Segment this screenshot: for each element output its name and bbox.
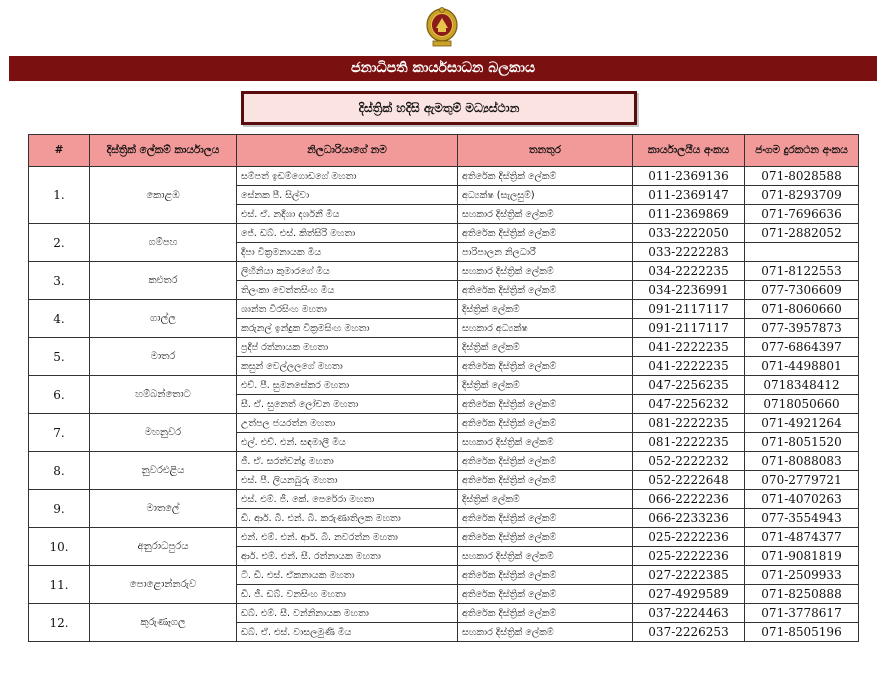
office-number: 091-2117117 xyxy=(633,300,745,319)
row-number: 12. xyxy=(29,604,90,642)
district-name: මාතලේ xyxy=(90,490,237,528)
officer-position: අතිරේක දිස්ත්‍රික් ලේකම් xyxy=(458,452,633,471)
mobile-number: 071-4498801 xyxy=(745,357,859,376)
mobile-number: 071-8505196 xyxy=(745,623,859,642)
col-header-mobile-number: ජංගම දුරකථන අංකය xyxy=(745,135,859,167)
col-header-office-number: කාර්යාලයීය අංකය xyxy=(633,135,745,167)
mobile-number: 071-9081819 xyxy=(745,547,859,566)
row-number: 1. xyxy=(29,167,90,224)
officer-name: එස්. ඒ. නදීශා දර්ශනී මිය xyxy=(237,205,458,224)
page-subtitle: දිස්ත්‍රික් හදිසි ඇමතුම් මධ්‍යස්ථාන xyxy=(241,91,637,125)
mobile-number: 071-4921264 xyxy=(745,414,859,433)
mobile-number: 070-2779721 xyxy=(745,471,859,490)
office-number: 081-2222235 xyxy=(633,433,745,452)
table-row xyxy=(29,262,859,281)
mobile-number: 077-6864397 xyxy=(745,338,859,357)
office-number: 047-2256232 xyxy=(633,395,745,414)
officer-name: කරුනල් ඉන්දුක වික්‍රමසිංහ මහතා xyxy=(237,319,458,338)
mobile-number: 077-3554943 xyxy=(745,509,859,528)
mobile-number: 071-4874377 xyxy=(745,528,859,547)
district-name: ගම්පහ xyxy=(90,224,237,262)
mobile-number: 071-8250888 xyxy=(745,585,859,604)
office-number: 037-2226253 xyxy=(633,623,745,642)
district-name: පොළොන්නරුව xyxy=(90,566,237,604)
col-header-number: # xyxy=(29,135,90,167)
mobile-number: 071-8051520 xyxy=(745,433,859,452)
officer-position: අතිරේක දිස්ත්‍රික් ලේකම් xyxy=(458,566,633,585)
table-row xyxy=(29,167,859,186)
office-number: 037-2224463 xyxy=(633,604,745,623)
table-body xyxy=(29,167,859,642)
officer-name: එස්. එම්. ජී. කේ. පෙරේරා මහතා xyxy=(237,490,458,509)
office-number: 066-2222236 xyxy=(633,490,745,509)
col-header-district-office: දිස්ත්‍රික් ලේකම් කාර්යාලය xyxy=(90,135,237,167)
officer-position: සහකාර අධ්‍යක්ෂ xyxy=(458,319,633,338)
officer-position: අතිරේක දිස්ත්‍රික් ලේකම් xyxy=(458,281,633,300)
office-number: 011-2369136 xyxy=(633,167,745,186)
row-number: 7. xyxy=(29,414,90,452)
officer-position: අතිරේක දිස්ත්‍රික් ලේකම් xyxy=(458,167,633,186)
office-number: 025-2222236 xyxy=(633,547,745,566)
table-row xyxy=(29,338,859,357)
officer-name: තිලංකා වෙත්තසිංහ මිය xyxy=(237,281,458,300)
officer-position: සහකාර දිස්ත්‍රික් ලේකම් xyxy=(458,547,633,566)
row-number: 5. xyxy=(29,338,90,376)
row-number: 8. xyxy=(29,452,90,490)
officer-name: කසුන් වෙල්ලලගේ මහතා xyxy=(237,357,458,376)
mobile-number: 071-3778617 xyxy=(745,604,859,623)
table-row xyxy=(29,490,859,509)
office-number: 033-2222050 xyxy=(633,224,745,243)
table-row xyxy=(29,300,859,319)
mobile-number: 071-7696636 xyxy=(745,205,859,224)
district-name: මාතර xyxy=(90,338,237,376)
mobile-number: 071-2509933 xyxy=(745,566,859,585)
officer-name: එල්. එච්. එන්. සඳමාලී මිය xyxy=(237,433,458,452)
officer-position: අතිරේක දිස්ත්‍රික් ලේකම් xyxy=(458,585,633,604)
row-number: 10. xyxy=(29,528,90,566)
office-number: 034-2236991 xyxy=(633,281,745,300)
office-number: 027-2222385 xyxy=(633,566,745,585)
officer-name: දීපා වික්‍රමනායක මිය xyxy=(237,243,458,262)
district-name: මහනුවර xyxy=(90,414,237,452)
office-number: 091-2117117 xyxy=(633,319,745,338)
col-header-position: තනතුර xyxy=(458,135,633,167)
office-number: 025-2222236 xyxy=(633,528,745,547)
district-name: කොළඹ xyxy=(90,167,237,224)
office-number: 027-4929589 xyxy=(633,585,745,604)
officer-position: සහකාර දිස්ත්‍රික් ලේකම් xyxy=(458,205,633,224)
office-number: 052-2222648 xyxy=(633,471,745,490)
office-number: 034-2222235 xyxy=(633,262,745,281)
officer-position: පාරිපාලන නිලධාරී xyxy=(458,243,633,262)
office-number: 011-2369869 xyxy=(633,205,745,224)
officer-position: අධ්‍යක්ෂ (සැලසුම්) xyxy=(458,186,633,205)
mobile-number: 077-3957873 xyxy=(745,319,859,338)
officer-position: සහකාර දිස්ත්‍රික් ලේකම් xyxy=(458,623,633,642)
row-number: 2. xyxy=(29,224,90,262)
officer-name: එස්. පී. ලියනබුරු මහතා xyxy=(237,471,458,490)
mobile-number: 0718050660 xyxy=(745,395,859,414)
officer-position: දිස්ත්‍රික් ලේකම් xyxy=(458,376,633,395)
mobile-number: 071-8060660 xyxy=(745,300,859,319)
national-emblem-icon xyxy=(424,6,460,48)
district-name: හම්බන්තොට xyxy=(90,376,237,414)
table-row xyxy=(29,604,859,623)
office-number: 011-2369147 xyxy=(633,186,745,205)
mobile-number: 071-8028588 xyxy=(745,167,859,186)
officer-position: දිස්ත්‍රික් ලේකම් xyxy=(458,490,633,509)
officer-name: ටී. ඩී. එස්. ඒකනායක මහතා xyxy=(237,566,458,585)
officer-position: අතිරේක දිස්ත්‍රික් ලේකම් xyxy=(458,471,633,490)
table-row xyxy=(29,528,859,547)
officer-name: ඩබ්. එම්. සී. වන්නිනායක මහතා xyxy=(237,604,458,623)
office-number: 066-2233236 xyxy=(633,509,745,528)
row-number: 11. xyxy=(29,566,90,604)
mobile-number: 071-8088083 xyxy=(745,452,859,471)
contacts-table xyxy=(28,134,859,642)
table-header-row xyxy=(29,135,859,167)
district-name: කුරුණෑගල xyxy=(90,604,237,642)
officer-name: ඩබ්. ඒ. එස්. වාසලමුණි මිය xyxy=(237,623,458,642)
officer-position: දිස්ත්‍රික් ලේකම් xyxy=(458,338,633,357)
officer-name: ඩී. ආර්. බී. එන්. බී. කරුණාතිලක මහතා xyxy=(237,509,458,528)
district-name: අනුරාධපුරය xyxy=(90,528,237,566)
mobile-number: 0718348412 xyxy=(745,376,859,395)
officer-position: අතිරේක දිස්ත්‍රික් ලේකම් xyxy=(458,604,633,623)
officer-name: සී. ඒ. සුනෙත් ලෝචන මහතා xyxy=(237,395,458,414)
officer-position: අතිරේක දිස්ත්‍රික් ලේකම් xyxy=(458,224,633,243)
officer-position: සහකාර දිස්ත්‍රික් ලේකම් xyxy=(458,433,633,452)
officer-name: ලිහිනියා කුමාරගේ මිය xyxy=(237,262,458,281)
district-name: නුවරඑළිය xyxy=(90,452,237,490)
office-number: 081-2222235 xyxy=(633,414,745,433)
office-number: 041-2222235 xyxy=(633,338,745,357)
office-number: 033-2222283 xyxy=(633,243,745,262)
officer-name: උත්පල ජයරත්න මහතා xyxy=(237,414,458,433)
officer-name: ප්‍රදීප් රත්නායක මහතා xyxy=(237,338,458,357)
district-name: ගාල්ල xyxy=(90,300,237,338)
officer-name: ජේ. ඩබ්. එස්. කිත්සිරි මහතා xyxy=(237,224,458,243)
officer-position: අතිරේක දිස්ත්‍රික් ලේකම් xyxy=(458,414,633,433)
table-row xyxy=(29,414,859,433)
officer-name: සම්පත් ඉඩම්ගොඩගේ මහතා xyxy=(237,167,458,186)
office-number: 041-2222235 xyxy=(633,357,745,376)
row-number: 9. xyxy=(29,490,90,528)
officer-name: සේනක පී. සිල්වා xyxy=(237,186,458,205)
table-row xyxy=(29,224,859,243)
officer-name: ඩී. ජී. ඩබ්. වනසිංහ මහතා xyxy=(237,585,458,604)
row-number: 3. xyxy=(29,262,90,300)
row-number: 6. xyxy=(29,376,90,414)
mobile-number: 071-8122553 xyxy=(745,262,859,281)
officer-position: අතිරේක දිස්ත්‍රික් ලේකම් xyxy=(458,528,633,547)
table-row xyxy=(29,376,859,395)
page-banner: ජනාධිපති කාර්යසාධන බලකාය xyxy=(9,56,877,81)
officer-position: අතිරේක දිස්ත්‍රික් ලේකම් xyxy=(458,395,633,414)
officer-name: ආර්. එම්. එන්. සී. රත්නායක මහතා xyxy=(237,547,458,566)
mobile-number: 071-8293709 xyxy=(745,186,859,205)
office-number: 052-2222232 xyxy=(633,452,745,471)
officer-position: අතිරේක දිස්ත්‍රික් ලේකම් xyxy=(458,509,633,528)
table-row xyxy=(29,566,859,585)
officer-name: එන්. එම්. එන්. ආර්. බී. නවරත්න මහතා xyxy=(237,528,458,547)
mobile-number: 071-4070263 xyxy=(745,490,859,509)
officer-name: ජී. ඒ. සරත්චන්ද්‍ර මහතා xyxy=(237,452,458,471)
officer-name: ශාන්ත වීරසිංහ මහතා xyxy=(237,300,458,319)
mobile-number xyxy=(745,243,859,262)
officer-position: අතිරේක දිස්ත්‍රික් ලේකම් xyxy=(458,357,633,376)
row-number: 4. xyxy=(29,300,90,338)
col-header-officer-name: නිලධාරියාගේ නම xyxy=(237,135,458,167)
district-name: කළුතර xyxy=(90,262,237,300)
officer-position: සහකාර දිස්ත්‍රික් ලේකම් xyxy=(458,262,633,281)
officer-position: දිස්ත්‍රික් ලේකම් xyxy=(458,300,633,319)
officer-name: එච්. පී. සුමනසේකර මහතා xyxy=(237,376,458,395)
mobile-number: 077-7306609 xyxy=(745,281,859,300)
mobile-number: 071-2882052 xyxy=(745,224,859,243)
table-row xyxy=(29,452,859,471)
office-number: 047-2256235 xyxy=(633,376,745,395)
